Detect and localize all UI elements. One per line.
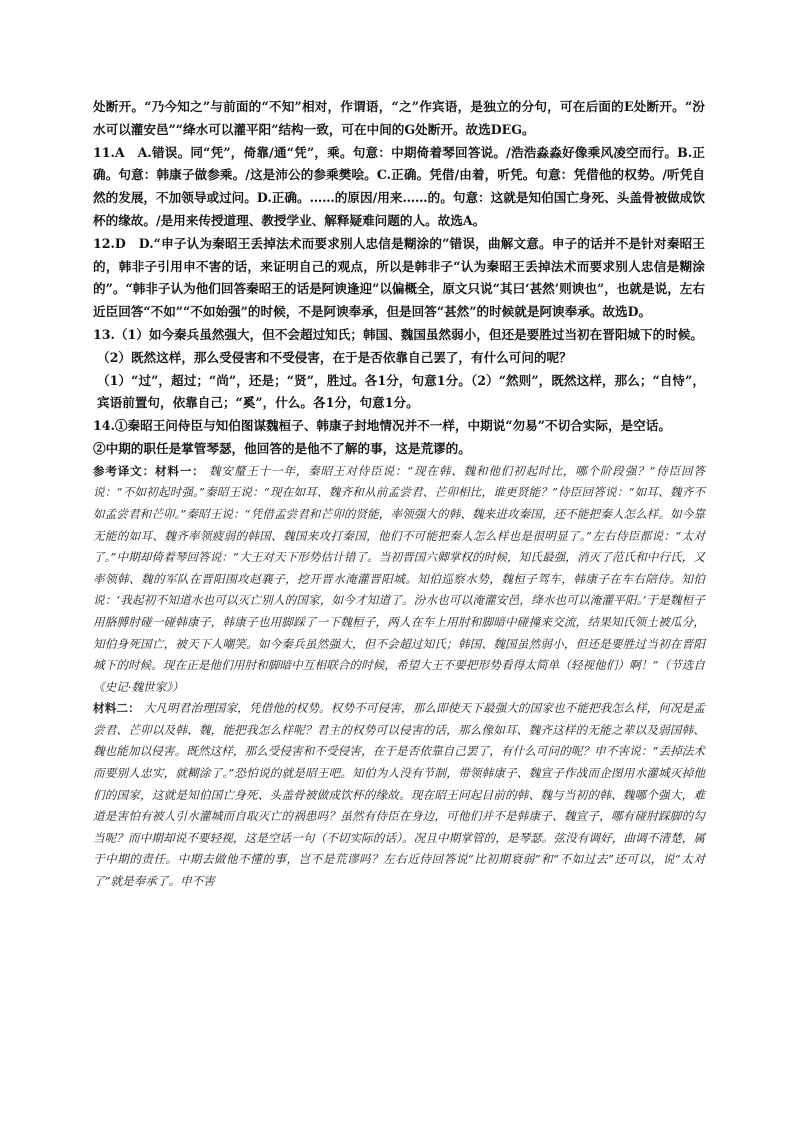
answer-14-point1: 14.①秦昭王问侍臣与知伯图谋魏桓子、韩康子封地情况并不一样，中期说“勿易”不切合实际，是空话。 (93, 418, 671, 434)
answer-14-point2: ②中期的职任是掌管琴瑟，他回答的是他不了解的事，这是荒谬的。 (93, 440, 471, 456)
material-1-label: 材料一： (154, 463, 205, 478)
answer-11: 11.A A.错误。同“凭”，倚靠/通“凭”，乘。句意：中期倚着琴回答说。/浩浩淼淼好像乘风凌空而行。B.正确。句意：韩康子做参乘。/这是沛公的参乘樊哙。C.正确。凭借/由着，听凭。句意：凭借他的权势。/听凭自然的发展，不加领导或过问。D.正确。……的原因/用来……的。句意：这就是知伯国亡身死、头盖骨被做成饮杯的缘故。/是用来传授道理、教授学业、解释疑难问题的人。故选A。 (93, 144, 705, 228)
answer-12: 12.D D.“申子认为秦昭王丢掉法术而要求别人忠信是糊涂的”错误，曲解文意。申子的话并不是针对秦昭王的，韩非子引用申不害的话，来证明自己的观点，所以是韩非子“认为秦昭王丢掉法术而要求别人忠信是糊涂的”。“韩非子认为他们回答秦昭王的话是阿谀逢迎”以偏概全，原文只说“其曰‘甚然’则谀也”，也就是说，左右近臣回答“不如”“不如始强”的时候，不是阿谀奉承，但是回答“甚然”的时候就是阿谀奉承。故选D。 (93, 235, 705, 320)
material-2-text: 大凡明君治理国家，凭借他的权势。权势不可侵害，那么即使天下最强大的国家也不能把我怎么样，何况是孟尝君、芒卯以及韩、魏，能把我怎么样呢？君主的权势可以侵害的话，那么像如耳、魏齐这样的无能之辈以及弱国韩、魏也能加以侵害。既然这样，那么受侵害和不受侵害，在于是否依靠自己罢了，有什么可问的呢？申不害说：“丢掉法术而要别人忠实，就糊涂了。”恐怕说的就是昭王吧。知伯为人没有节制，带领韩康子、魏宣子作战而企图用水灌城灭掉他们的国家，这就是知伯国亡身死、头盖骨被做成饮杯的缘故。现在昭王问起目前的韩、魏与当初的韩、魏哪个强大，难道是害怕有被人引水灌城而自取灭亡的祸患吗？虽然有侍臣在身边，可他们并不是韩康子、魏宣子，哪有碰肘踩脚的勾当呢？而中期却说不要轻视，这是空话一句（不切实际的话）。况且中期掌管的，是琴瑟。弦没有调好，曲调不清楚，属于中期的责任。中期去做他不懂的事，岂不是荒谬吗？左右近侍回答说“比初期衰弱”和“不如过去”还可以，说“太对了”就是奉承了。申不害 (93, 701, 705, 889)
material-1-text: 魏安釐王十一年，秦昭王对侍臣说：“现在韩、魏和他们初起时比，哪个阶段强？”侍臣回答说：“不如初起时强。”秦昭王说：“现在如耳、魏齐和从前孟尝君、芒卯相比，谁更贤能？”侍臣回答说：“如耳、魏齐不如孟尝君和芒卯。”秦昭王说：“凭借孟尝君和芒卯的贤能，率领强大的韩、魏来进攻秦国，还不能把秦人怎么样。如今靠无能的如耳、魏齐率领疲弱的韩国、魏国来攻打秦国，他们不可能把秦人怎么样也是很明显了。”左右侍臣都说：“太对了。”中期却倚着琴回答说：“大王对天下形势估计错了。当初晋国六卿掌权的时候，知氏最强，消灭了范氏和中行氏，又率领韩、魏的军队在晋阳围攻赵襄子，挖开晋水淹灌晋阳城。知伯巡察水势，魏桓子驾车，韩康子在车右陪侍。知伯说：‘我起初不知道水也可以灭亡别人的国家，如今才知道了。汾水也可以淹灌安邑，绛水也可以淹灌平阳。’于是魏桓子用胳膊肘碰一碰韩康子，韩康子也用脚踩了一下魏桓子，两人在车上用肘和脚暗中碰撞来交流，结果知氏领土被瓜分，知伯身死国亡，被天下人嘲笑。如今秦兵虽然强大，但不会超过知氏；韩国、魏国虽然弱小，但还是要胜过当初在晋阳城下的时候。现在正是他们用肘和脚暗中互相联合的时候，希望大王不要把形势看得太简单（轻视他们）啊！”（节选自《史记·魏世家》） (93, 463, 705, 694)
answer-13-scoring: （1）“过”，超过；“尚”，还是；“贤”，胜过。各1分，句意1分。（2）“然则”，既然这样，那么；“自恃”，宾语前置句，依靠自己；“奚”，什么。各1分，句意1分。 (97, 372, 705, 411)
translation-material-2 (93, 698, 705, 892)
answer-10-continuation: 处断开。“乃今知之”与前面的“不知”相对，作谓语，“之”作宾语，是独立的分句，可在后面的E处断开。“汾水可以灌安邑”“绛水可以灌平阳”结构一致，可在中间的G处断开。故选DEG。 (93, 99, 705, 137)
answer-13-part2: （2）既然这样，那么受侵害和不受侵害，在于是否依靠自己罢了，有什么可问的呢？ (97, 349, 572, 365)
translation-material-1 (93, 461, 705, 699)
answer-13-part1: 13.（1）如今秦兵虽然强大，但不会超过知氏；韩国、魏国虽然弱小，但还是要胜过当初在晋阳城下的时候。 (93, 326, 703, 342)
material-2-label: 材料二： (93, 701, 140, 716)
translation-label: 参考译文： (93, 463, 155, 478)
answer-content (93, 96, 705, 893)
